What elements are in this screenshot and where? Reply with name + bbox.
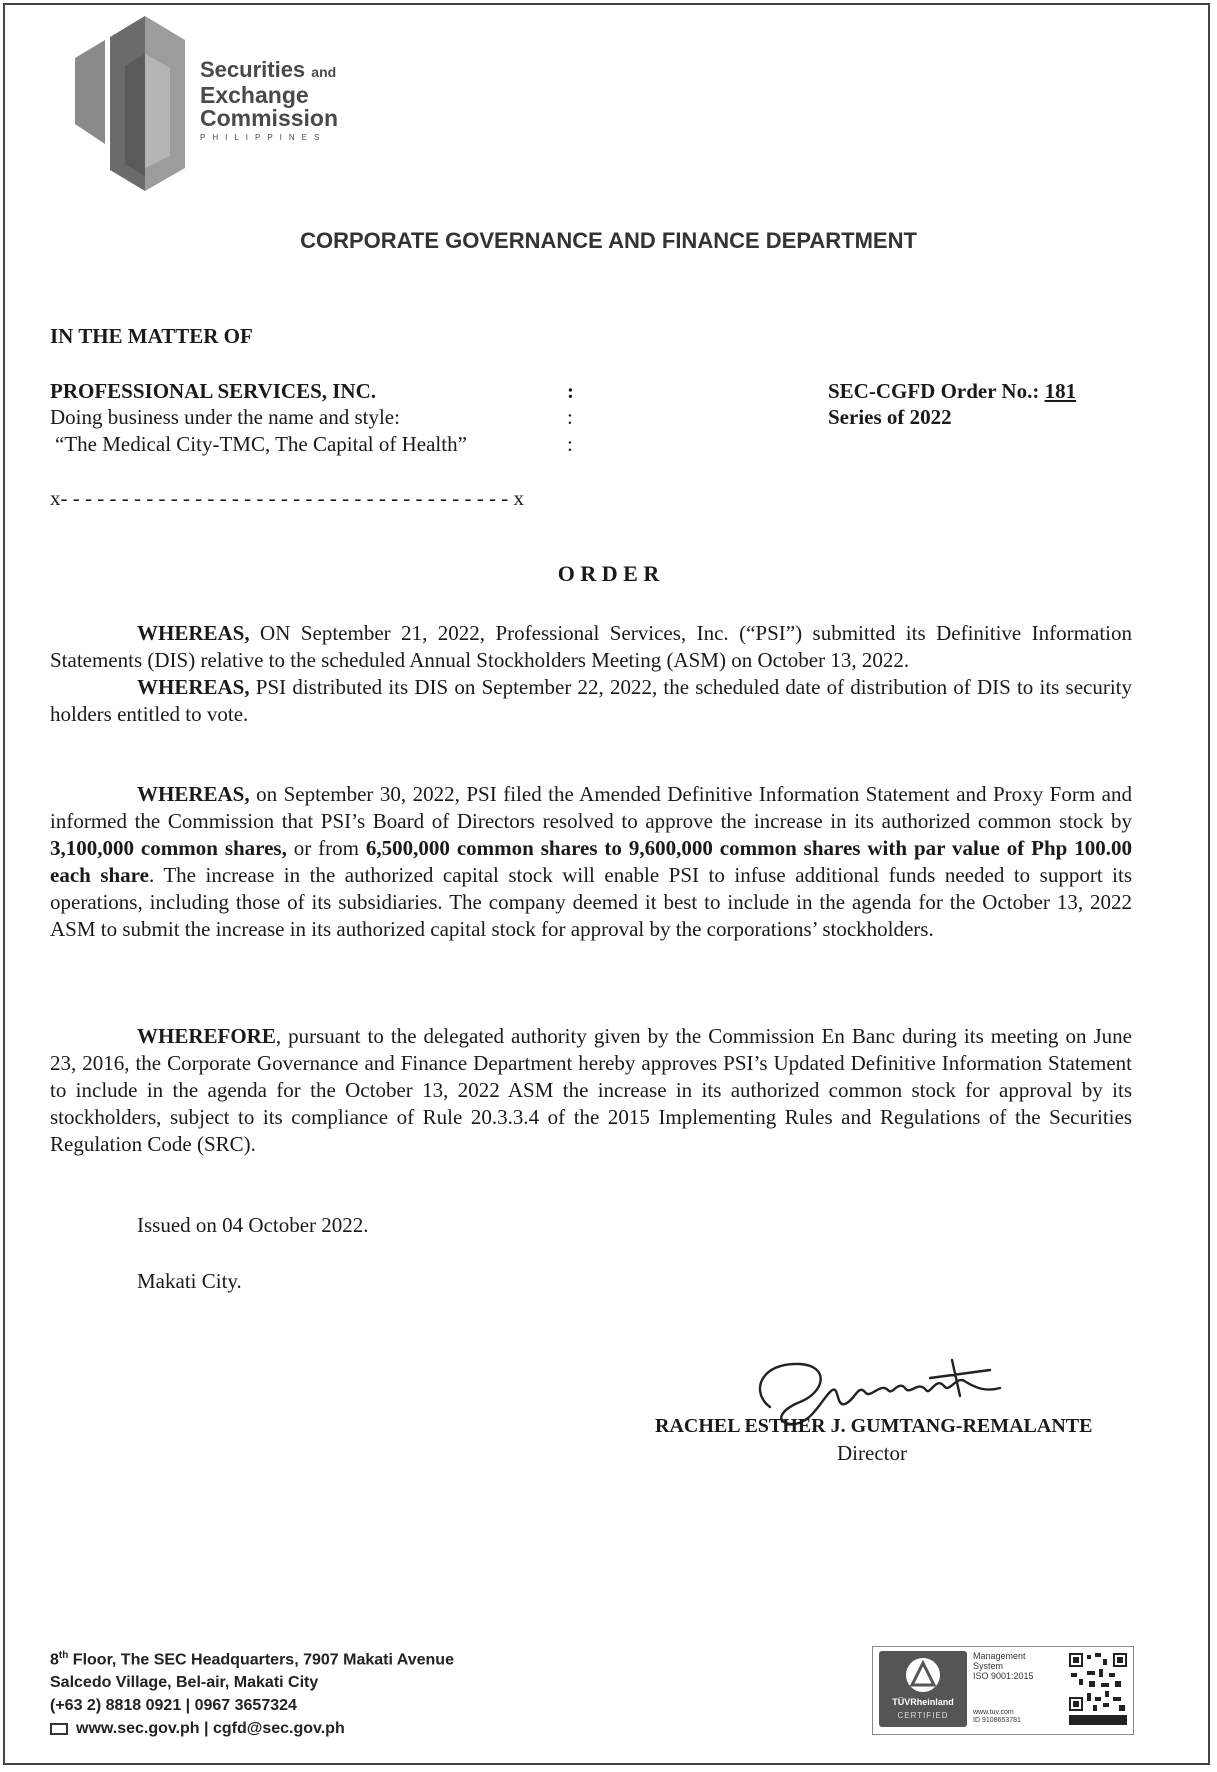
sec-logo-text — [200, 58, 338, 144]
p2-lead: WHEREAS, — [137, 675, 250, 699]
p3-bold-a: 3,100,000 common shares, — [50, 836, 287, 860]
p1-lead: WHEREAS, — [137, 621, 250, 645]
p3-bold-b: 6,500,000 common shares to 9,600,000 common shares with par value of Php 100.00 each share — [50, 836, 1132, 887]
paragraph-4 — [50, 1023, 1132, 1158]
footer-address-2: Salcedo Village, Bel-air, Makati City — [50, 1674, 319, 1692]
qr-bar — [1069, 1715, 1127, 1725]
tuv-id: ID 9108653781 — [973, 1717, 1021, 1724]
order-number — [828, 378, 1076, 405]
dba-label: Doing business under the name and style: — [50, 405, 400, 429]
tuv-brand: TÜVRheinland — [892, 1697, 954, 1707]
colon-3: : — [567, 432, 573, 456]
logo-line-1-small: and — [311, 64, 337, 80]
p1-text: ON September 21, 2022, Professional Services, Inc. (“PSI”) submitted its Definitive Information Statements (DIS) relative to the scheduled Annual Stockholders Meeting (ASM) on October 13, 2022. — [50, 621, 1132, 672]
tuv-url: www.tuv.com — [973, 1709, 1014, 1716]
footer-contact — [50, 1644, 454, 1740]
iso-certification-badge — [872, 1646, 1134, 1735]
order-series: Series of 2022 — [828, 405, 952, 429]
caption-divider: x- - - - - - - - - - - - - - - - - - - - - - - - - - - - - - - - - - - - - x — [50, 486, 524, 510]
logo-line-1: Securities — [200, 57, 306, 82]
department-heading: CORPORATE GOVERNANCE AND FINANCE DEPARTMENT — [300, 228, 917, 253]
tuv-triangle-icon — [905, 1657, 941, 1693]
management-system-text — [973, 1651, 1034, 1681]
logo-line-2: Exchange — [200, 82, 309, 108]
p3-lead: WHEREAS, — [137, 782, 250, 806]
footer-address-1 — [50, 1644, 454, 1671]
p2-text: PSI distributed its DIS on September 22, 2022, the scheduled date of distribution of DIS to its security holders entitled to vote. — [50, 675, 1132, 726]
colon-2: : — [567, 405, 573, 429]
colon-1: : — [567, 379, 574, 403]
monitor-icon — [50, 1723, 68, 1735]
system-line-2: System — [973, 1661, 1004, 1671]
matter-of-label: IN THE MATTER OF — [50, 324, 253, 348]
tuv-id-text — [973, 1709, 1021, 1725]
issued-date: Issued on 04 October 2022. — [137, 1213, 369, 1237]
p3-text-c: . The increase in the authorized capital stock will enable PSI to infuse additional funds needed to support its operations, including those of its subsidiaries. The company deemed it best to include in the agenda for the October 13, 2022 ASM to submit the increase in its authorized capital stock for approval by the corporations’ stockholders. — [50, 863, 1133, 941]
p4-text: , pursuant to the delegated authority given by the Commission En Banc during its meeting on June 23, 2016, the Corporate Governance and Finance Department hereby approves PSI’s Updated Definitive Information Statement to include in the agenda for the October 13, 2022 ASM the increase in its authorized common stock for approval by its stockholders, subject to its compliance of Rule 20.3.3.4 of the 2015 Implementing Rules and Regulations of the Securities Regulation Code (SRC). — [50, 1024, 1132, 1156]
p3-text-b: or from — [286, 836, 366, 860]
signatory-title: Director — [837, 1441, 907, 1465]
tuv-badge — [879, 1651, 967, 1727]
footer-web-text: www.sec.gov.ph | cgfd@sec.gov.ph — [76, 1720, 345, 1738]
issued-place: Makati City. — [137, 1269, 242, 1293]
order-title: O R D E R — [557, 561, 660, 586]
order-number-value: 181 — [1044, 379, 1077, 403]
party-name: PROFESSIONAL SERVICES, INC. — [50, 379, 377, 403]
paragraph-1 — [50, 620, 1132, 728]
signatory-name: RACHEL ESTHER J. GUMTANG-REMALANTE — [655, 1415, 1093, 1437]
trade-name: “The Medical City-TMC, The Capital of Health” — [55, 432, 467, 456]
floor-suffix: th — [58, 1650, 69, 1661]
system-line-1: Management — [973, 1651, 1026, 1661]
paragraph-3 — [50, 781, 1132, 943]
logo-line-3: Commission — [200, 105, 339, 131]
footer-web — [50, 1717, 454, 1740]
tuv-certified-label: CERTIFIED — [897, 1711, 949, 1720]
floor-number: 8 — [50, 1651, 59, 1669]
p3-text-a: on September 30, 2022, PSI filed the Amended Definitive Information Statement and Proxy Form and informed the Commission that PSI’s Board of Directors resolved to approve the increase in its authorized common stock by — [50, 782, 1132, 833]
logo-line-4: PHILIPPINES — [200, 133, 327, 142]
p4-lead: WHEREFORE — [137, 1024, 276, 1048]
qr-code-icon — [1069, 1653, 1127, 1711]
iso-standard: ISO 9001:2015 — [973, 1671, 1034, 1681]
footer-phones: (+63 2) 8818 0921 | 0967 3657324 — [50, 1697, 297, 1715]
address-line-1: Floor, The SEC Headquarters, 7907 Makati Avenue — [68, 1651, 454, 1669]
order-number-label: SEC-CGFD Order No.: — [828, 379, 1040, 403]
